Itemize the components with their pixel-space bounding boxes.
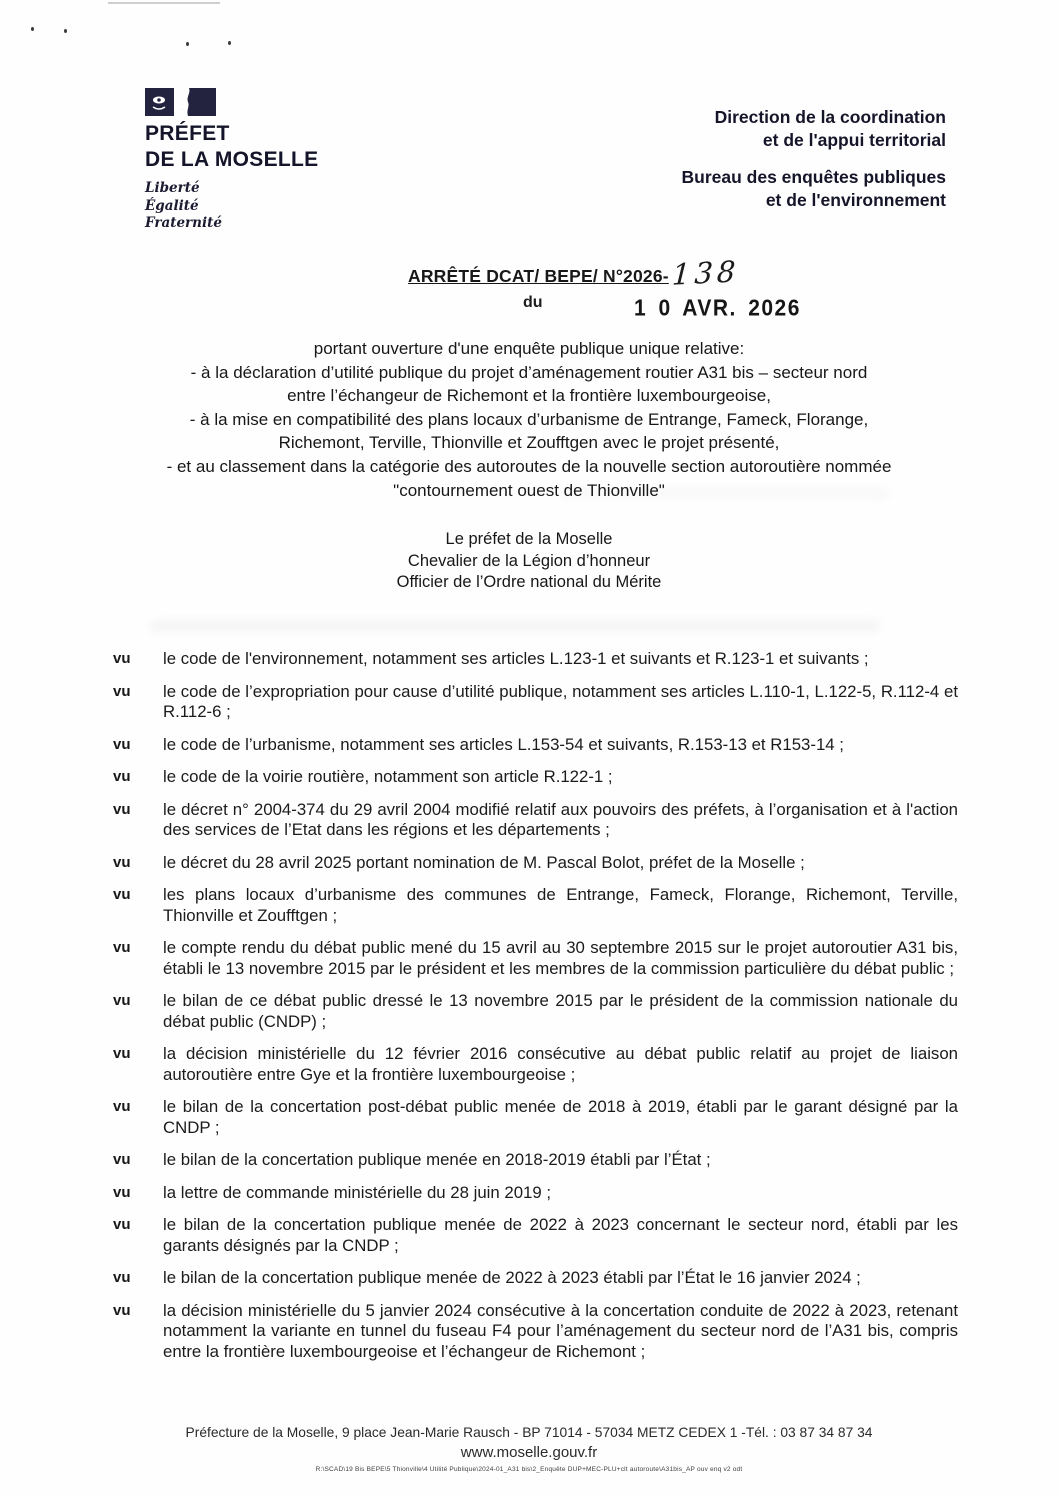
vu-clause: [113, 800, 958, 841]
vu-clause: [113, 1097, 958, 1138]
vu-label: vu: [113, 1151, 131, 1168]
vu-label: vu: [113, 1098, 131, 1115]
vu-clause: [113, 767, 958, 788]
vu-clause-text: le compte rendu du débat public mené du 15 avril au 30 septembre 2015 sur le projet autoroutier A31 bis, établi le 13 novembre 2015 par le président et les membres de la commission particulière du débat public ;: [163, 938, 958, 978]
vu-clause: [113, 991, 958, 1032]
vu-clause-text: le bilan de la concertation post-débat public menée de 2018 à 2019, établi par le garant désigné par la CNDP ;: [163, 1097, 958, 1137]
vu-clause-text: le décret n° 2004-374 du 29 avril 2004 modifié relatif aux pouvoirs des préfets, à l’organisation et à l'action des services de l’Etat dans les régions et les départements ;: [163, 799, 958, 839]
vu-clause-text: le code de la voirie routière, notamment son article R.122-1 ;: [163, 767, 613, 786]
vu-clause-text: les plans locaux d’urbanisme des communes de Entrange, Fameck, Florange, Richemont, Terville, Thionville et Zoufftgen ;: [163, 885, 958, 925]
authority-line: Officier de l’Ordre national du Mérite: [396, 573, 662, 591]
vu-clause-text: la décision ministérielle du 12 février 2016 consécutive au débat public relatif au projet de liaison autoroutière entre Gye et la frontière luxembourgeoise ;: [163, 1044, 958, 1084]
direction-line: et de l'appui territorial: [762, 130, 946, 150]
vu-clause: [113, 885, 958, 926]
vu-label: vu: [113, 992, 131, 1009]
vu-clause-text: le bilan de la concertation publique menée de 2022 à 2023 concernant le secteur nord, établi par les garants désignés par la CNDP ;: [163, 1215, 958, 1255]
vu-clause-list: [113, 649, 958, 1374]
motto-line: Fraternité: [145, 215, 222, 231]
vu-clause-text: le bilan de la concertation publique menée en 2018-2019 établi par l’État ;: [163, 1150, 711, 1169]
authority-line: Chevalier de la Légion d’honneur: [407, 551, 651, 570]
vu-clause-text: le décret du 28 avril 2025 portant nomination de M. Pascal Bolot, préfet de la Moselle ;: [163, 852, 805, 872]
subject-line: - à la mise en compatibilité des plans locaux d’urbanisme de Entrange, Fameck, Florange,: [189, 409, 869, 429]
subject-line: Richemont, Terville, Thionville et Zoufftgen avec le projet présenté,: [278, 433, 780, 453]
authority-block: [0, 529, 1058, 594]
motto-line: Liberté: [145, 180, 200, 196]
vu-label: vu: [113, 1269, 131, 1286]
vu-clause: [113, 1183, 958, 1204]
scan-speck: [31, 27, 34, 31]
du-label: du: [523, 294, 543, 311]
agency-name-line2: DE LA MOSELLE: [145, 148, 319, 171]
subject-line: - et au classement dans la catégorie des autoroutes de la nouvelle section autoroutière nommée: [166, 456, 892, 476]
handwritten-number: 138: [671, 254, 741, 292]
arrete-reference: ARRÊTÉ DCAT/ BEPE/ N°2026-: [408, 266, 669, 286]
file-reference: R:\SCAD\19 Bis BEPE\5 Thionville\4 Utilité Publique\2024-01_A31 bis\2_Enquête DUP+MEC-PLU+clt autoroute\A31bis_AP ouv enq v2 odt: [315, 1466, 743, 1473]
vu-clause: [113, 1301, 958, 1363]
vu-clause-text: le bilan de la concertation publique menée de 2022 à 2023 établi par l’État le 16 janvier 2024 ;: [163, 1268, 861, 1287]
scan-speck: [228, 41, 231, 45]
motto-line: Égalité: [145, 197, 199, 214]
subject-line: portant ouverture d'une enquête publique unique relative:: [313, 339, 745, 358]
bureau-line: et de l'environnement: [765, 190, 946, 210]
republic-motto: [145, 180, 318, 233]
arrete-subject: [50, 337, 1008, 502]
scan-bleedthrough: [150, 620, 880, 632]
subject-line: entre l’échangeur de Richemont et la frontière luxembourgeoise,: [287, 386, 771, 406]
vu-label: vu: [113, 1045, 131, 1062]
date-stamp: 1 0 AVR. 2026: [634, 295, 801, 322]
vu-label: vu: [113, 853, 131, 871]
vu-clause: [113, 938, 958, 979]
website-text: www.moselle.gouv.fr: [460, 1444, 598, 1461]
vu-clause-text: le code de l'environnement, notamment ses articles L.123-1 et suivants et R.123-1 et suivants ;: [163, 649, 869, 668]
vu-label: vu: [113, 682, 131, 700]
vu-clause: [113, 1215, 958, 1256]
vu-clause-text: la décision ministérielle du 5 janvier 2024 consécutive à la concertation conduite de 2022 à 2023, retenant notamment la variante en tunnel du fuseau F4 pour l’aménagement du secteur nord de l’A31 bis, compris entre la frontière luxembourgeoise et l’échangeur de Richemont ;: [163, 1300, 958, 1361]
prefecture-address: Préfecture de la Moselle, 9 place Jean-Marie Rausch - BP 71014 - 57034 METZ CEDEX 1 -Tél. : 03 87 34 87 34: [185, 1425, 873, 1440]
arrete-title-block: [0, 254, 1058, 338]
vu-clause: [113, 649, 958, 670]
vu-label: vu: [113, 939, 131, 956]
issuing-service-block: [682, 106, 947, 212]
agency-name-line1: PRÉFET: [145, 122, 230, 145]
page-footer: [0, 1424, 1058, 1474]
vu-label: vu: [113, 886, 131, 903]
direction-line: Direction de la coordination: [714, 107, 946, 127]
vu-clause-text: le bilan de ce débat public dressé le 13 novembre 2015 par le président de la commission nationale du débat public (CNDP) ;: [163, 991, 958, 1031]
vu-label: vu: [113, 1216, 131, 1233]
subject-line: - à la déclaration d’utilité publique du projet d’aménagement routier A31 bis – secteur nord: [190, 362, 868, 382]
vu-clause: [113, 682, 958, 723]
vu-label: vu: [113, 768, 131, 785]
vu-label: vu: [113, 1301, 131, 1319]
direction-name: [682, 106, 947, 152]
scan-speck: [186, 42, 189, 46]
scan-speck: [64, 29, 67, 33]
vu-label: vu: [113, 800, 131, 818]
vu-label: vu: [113, 650, 131, 667]
vu-label: vu: [113, 735, 131, 753]
vu-clause-text: le code de l’urbanisme, notamment ses articles L.153-54 et suivants, R.153-13 et R153-14 ;: [163, 734, 844, 754]
republique-logo-block: [145, 87, 318, 233]
vu-clause: [113, 1150, 958, 1171]
vu-clause: [113, 1044, 958, 1085]
bureau-line: Bureau des enquêtes publiques: [681, 167, 946, 187]
scan-artifact-line: [108, 2, 220, 4]
vu-clause: [113, 1268, 958, 1289]
vu-clause-text: la lettre de commande ministérielle du 28 juin 2019 ;: [163, 1182, 552, 1202]
marianne-logo-icon: [145, 87, 217, 117]
vu-clause: [113, 853, 958, 874]
subject-line: "contournement ouest de Thionville": [393, 480, 665, 500]
vu-label: vu: [113, 1183, 131, 1201]
vu-clause-text: le code de l’expropriation pour cause d’utilité publique, notamment ses articles L.110-1, L.122-5, R.112-4 et R.112-6 ;: [163, 681, 958, 721]
vu-clause: [113, 735, 958, 756]
bureau-name: [682, 166, 947, 212]
authority-line: Le préfet de la Moselle: [445, 530, 613, 548]
